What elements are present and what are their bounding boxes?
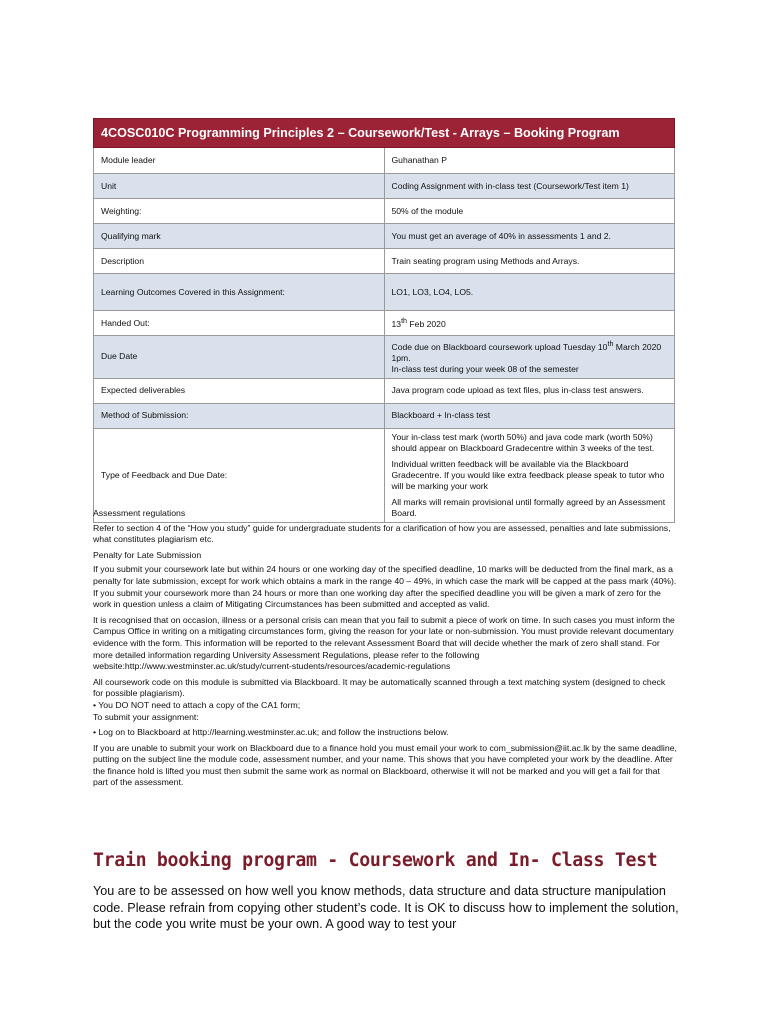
submission-line: All coursework code on this module is submitted via Blackboard. It may be automatically scanned through a text matching system (designed to check for possible plagiarism). bbox=[93, 676, 666, 699]
row-value: Java program code upload as text files, plus in-class test answers. bbox=[384, 378, 675, 403]
table-row bbox=[94, 224, 675, 249]
row-value: You must get an average of 40% in assessments 1 and 2. bbox=[384, 224, 675, 249]
due-date-text-a: Code due on Blackboard coursework upload Tuesday 10 bbox=[391, 341, 608, 352]
regulations-paragraph: Refer to section 4 of the “How you study” guide for undergraduate students for a clarification of how you are assessed, penalties and late submissions, what constitutes plagiarism etc. bbox=[93, 522, 671, 545]
coursework-info-table bbox=[93, 118, 675, 523]
submission-paragraph bbox=[93, 677, 677, 723]
penalty-heading: Penalty for Late Submission bbox=[93, 549, 202, 560]
row-key: Learning Outcomes Covered in this Assignment: bbox=[94, 274, 385, 311]
row-value: Train seating program using Methods and Arrays. bbox=[384, 249, 675, 274]
mitigating-paragraph: It is recognised that on occasion, illness or a personal crisis can mean that you fail to submit a piece of work on time. In such cases you must inform the Campus Office in writing on a mitigating circumstances form, giving the reason for your late or non-submission. You must provide relevant documentary evidence with the form. This information will be reported to the relevant Assessment Board that will decide whether the mark of zero shall stand. For more detailed information regarding University Assessment Regulations, please refer to the following website:http://www.westminster.ac.uk/study/current-students/resources/academic-regulations bbox=[93, 614, 675, 672]
row-key: Type of Feedback and Due Date: bbox=[94, 428, 385, 522]
coursework-info-table-wrapper bbox=[93, 118, 675, 523]
table-title: 4COSC010C Programming Principles 2 – Coursework/Test - Arrays – Booking Program bbox=[94, 119, 675, 148]
due-date-line2: In-class test during your week 08 of the semester bbox=[391, 363, 579, 374]
intro-paragraph: You are to be assessed on how well you know methods, data structure and data structure manipulation code. Please refrain from copying other student’s code. It is OK to discuss how to implement the solution, but the code you write must be your own. A good way to test your bbox=[93, 884, 679, 931]
blackboard-bullet: • Log on to Blackboard at http://learning.westminster.ac.uk; and follow the instructions below. bbox=[93, 727, 449, 738]
feedback-paragraph: All marks will remain provisional until formally agreed by an Assessment Board. bbox=[391, 496, 666, 518]
handed-out-ordinal: th bbox=[401, 317, 408, 326]
row-value: Guhanathan P bbox=[384, 148, 675, 174]
row-key: Handed Out: bbox=[94, 311, 385, 336]
row-key: Unit bbox=[94, 174, 385, 199]
table-row bbox=[94, 336, 675, 379]
due-date-text-b: March 2020 1pm. bbox=[391, 341, 662, 363]
due-date-ordinal: th bbox=[607, 340, 614, 348]
table-row bbox=[94, 249, 675, 274]
table-row bbox=[94, 148, 675, 174]
table-row bbox=[94, 311, 675, 336]
table-row bbox=[94, 199, 675, 224]
row-value: 50% of the module bbox=[384, 199, 675, 224]
section-heading: Train booking program - Coursework and In- Class Test bbox=[93, 850, 658, 871]
row-value bbox=[384, 311, 675, 336]
handed-out-month: Feb 2020 bbox=[407, 318, 446, 329]
row-key: Module leader bbox=[94, 148, 385, 174]
regulations-heading: Assessment regulations bbox=[93, 508, 186, 518]
row-value: LO1, LO3, LO4, LO5. bbox=[384, 274, 675, 311]
row-key: Method of Submission: bbox=[94, 403, 385, 428]
submission-line: To submit your assignment: bbox=[93, 711, 199, 722]
row-key: Qualifying mark bbox=[94, 224, 385, 249]
submission-bullet: • You DO NOT need to attach a copy of the CA1 form; bbox=[93, 699, 301, 710]
table-row bbox=[94, 274, 675, 311]
finance-hold-paragraph: If you are unable to submit your work on Blackboard due to a finance hold you must email your work to com_submission@iit.ac.lk by the same deadline, putting on the subject line the module code, assessment number, and your name. This shows that you have completed your work by the deadline. After the finance hold is lifted you must then submit the same work as normal on Blackboard, otherwise it will not be marked and you will get a fail for that part of the assessment. bbox=[93, 742, 677, 788]
table-header-row bbox=[94, 119, 675, 148]
feedback-paragraph: Individual written feedback will be available via the Blackboard Gradecentre. If you would like extra feedback please speak to tutor who will be marking your work bbox=[391, 458, 665, 491]
row-key: Expected deliverables bbox=[94, 378, 385, 403]
row-key: Due Date bbox=[94, 336, 385, 379]
handed-out-day: 13 bbox=[391, 318, 402, 329]
penalty-paragraph: If you submit your coursework late but within 24 hours or one working day of the specified deadline, 10 marks will be deducted from the final mark, as a penalty for late submission, except for work which obtains a mark in the range 40 – 49%, in which case the mark will be capped at the pass mark (40%). If you submit your coursework more than 24 hours or more than one working day after the specified deadline you will be given a mark of zero for the work in question unless a claim of Mitigating Circumstances has been submitted and accepted as valid. bbox=[93, 564, 677, 610]
table-row bbox=[94, 378, 675, 403]
regulations-section bbox=[93, 508, 677, 793]
table-row bbox=[94, 174, 675, 199]
row-key: Description bbox=[94, 249, 385, 274]
table-row bbox=[94, 403, 675, 428]
row-value bbox=[384, 336, 675, 379]
row-value: Blackboard + In-class test bbox=[384, 403, 675, 428]
row-value: Coding Assignment with in-class test (Coursework/Test item 1) bbox=[384, 174, 675, 199]
row-key: Weighting: bbox=[94, 199, 385, 224]
feedback-paragraph: Your in-class test mark (worth 50%) and java code mark (worth 50%) should appear on Blackboard Gradecentre within 3 weeks of the test. bbox=[391, 431, 655, 453]
